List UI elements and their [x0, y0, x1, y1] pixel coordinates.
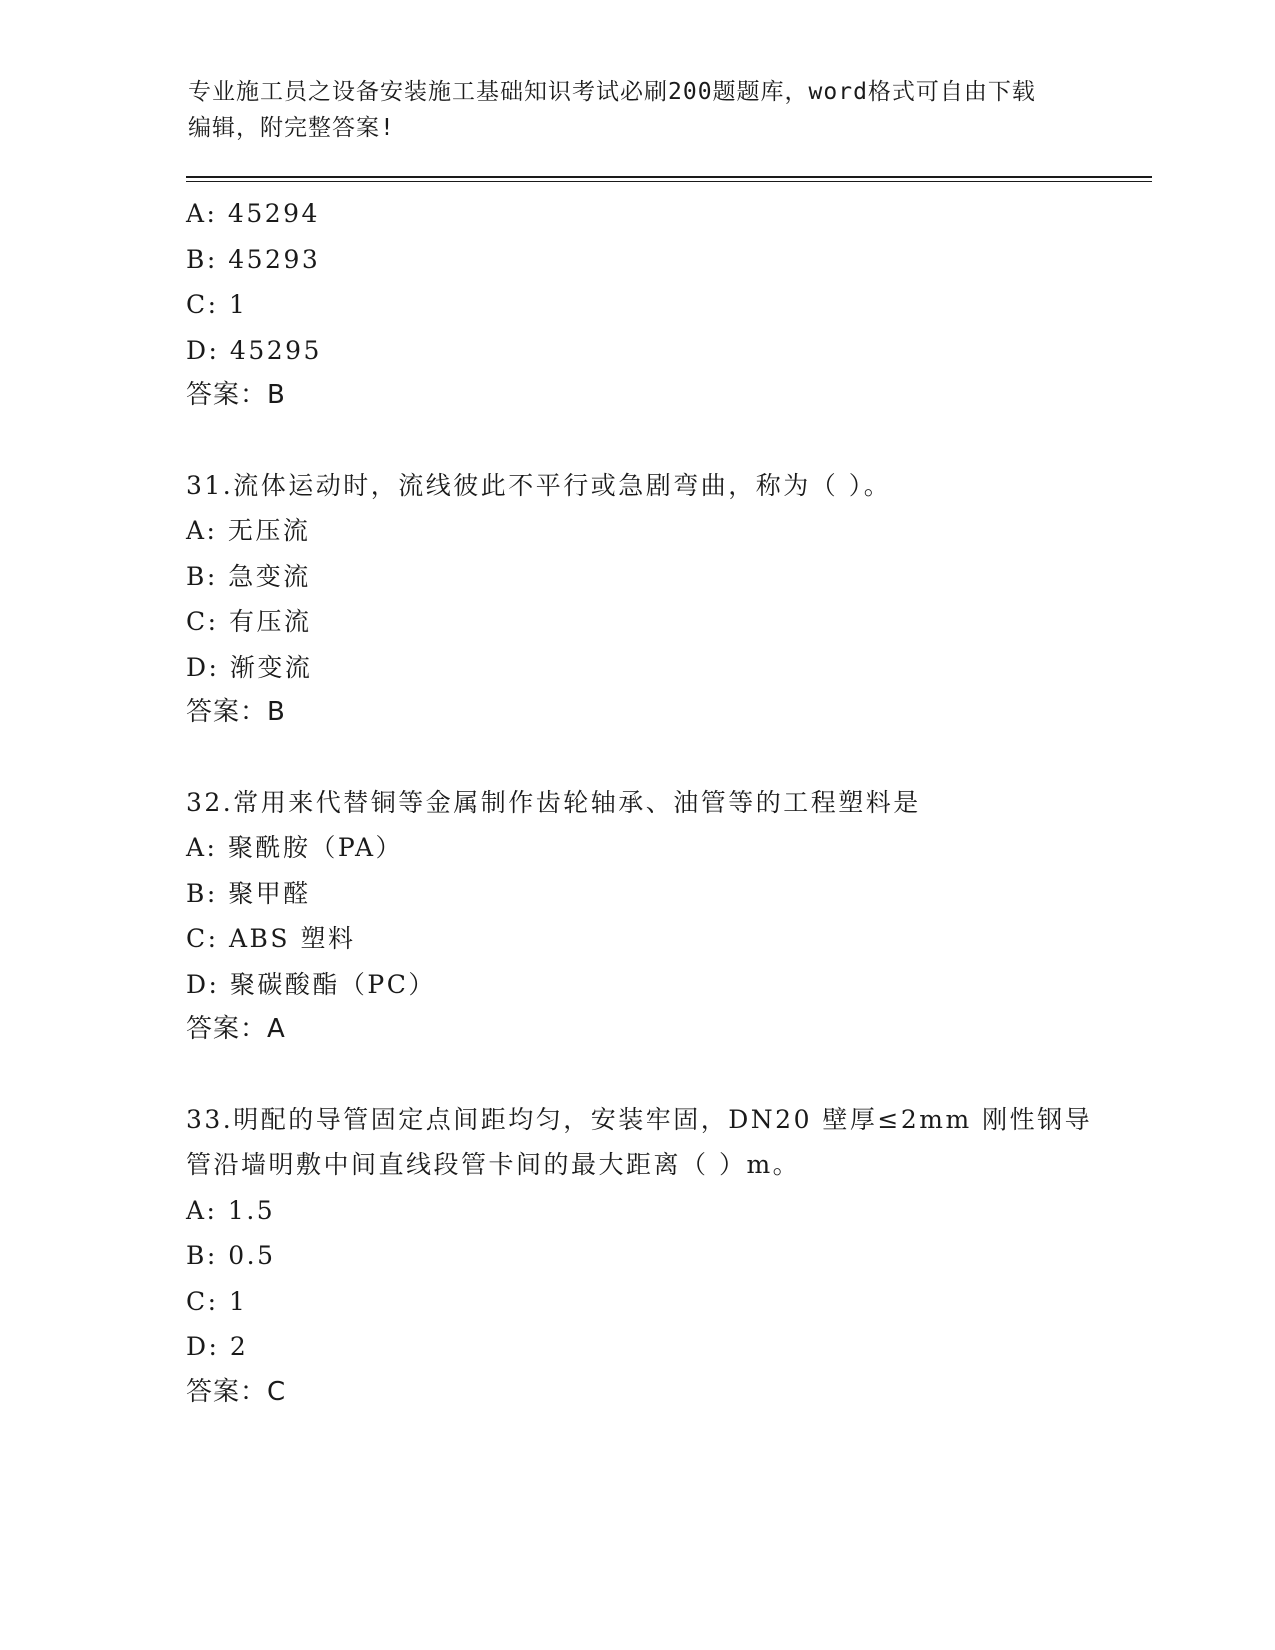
question-stem: 32.常用来代替铜等金属制作齿轮轴承、油管等的工程塑料是	[186, 787, 921, 817]
header-divider	[186, 176, 1152, 182]
option-b: B: 45293	[186, 244, 321, 274]
option-d: D: 渐变流	[186, 652, 313, 682]
question-stem-line-1: 33.明配的导管固定点间距均匀，安装牢固，DN20 壁厚≤2mm 刚性钢导	[186, 1104, 1093, 1134]
option-b: B: 急变流	[186, 561, 311, 591]
question-spacer	[186, 736, 1086, 780]
question-spacer	[186, 419, 1086, 463]
question-block	[186, 780, 1086, 1053]
option-b: B: 0.5	[186, 1241, 276, 1270]
answer-line: 答案：B	[186, 380, 286, 410]
header-title-line-2: 编辑，附完整答案!	[188, 115, 395, 141]
question-block	[186, 1097, 1093, 1416]
option-c: C: 1	[186, 1286, 248, 1316]
option-b: B: 聚甲醛	[186, 878, 311, 908]
option-a: A: 无压流	[186, 516, 311, 545]
option-a: A: 45294	[186, 199, 320, 228]
header-title-line-1: 专业施工员之设备安装施工基础知识考试必刷200题题库，word格式可自由下载	[188, 79, 1036, 105]
question-stem: 31.流体运动时，流线彼此不平行或急剧弯曲，称为（ ）。	[186, 470, 892, 500]
document-header	[188, 74, 1068, 146]
option-c: C: ABS 塑料	[186, 924, 356, 953]
question-spacer	[186, 1053, 1086, 1097]
question-block	[186, 191, 1086, 419]
question-stem-line-2: 管沿墙明敷中间直线段管卡间的最大距离（ ）m。	[186, 1150, 801, 1179]
answer-line: 答案：A	[186, 1014, 286, 1044]
question-block	[186, 463, 1086, 736]
option-d: D: 45295	[186, 335, 322, 365]
option-a: A: 1.5	[186, 1195, 276, 1225]
option-c: C: 1	[186, 290, 248, 319]
answer-line: 答案：C	[186, 1376, 287, 1407]
option-d: D: 聚碳酸酯（PC）	[186, 969, 436, 999]
option-c: C: 有压流	[186, 607, 312, 636]
question-list	[186, 191, 1093, 1415]
option-a: A: 聚酰胺（PA）	[186, 833, 404, 862]
option-d: D: 2	[186, 1332, 249, 1361]
answer-line: 答案：B	[186, 697, 286, 727]
